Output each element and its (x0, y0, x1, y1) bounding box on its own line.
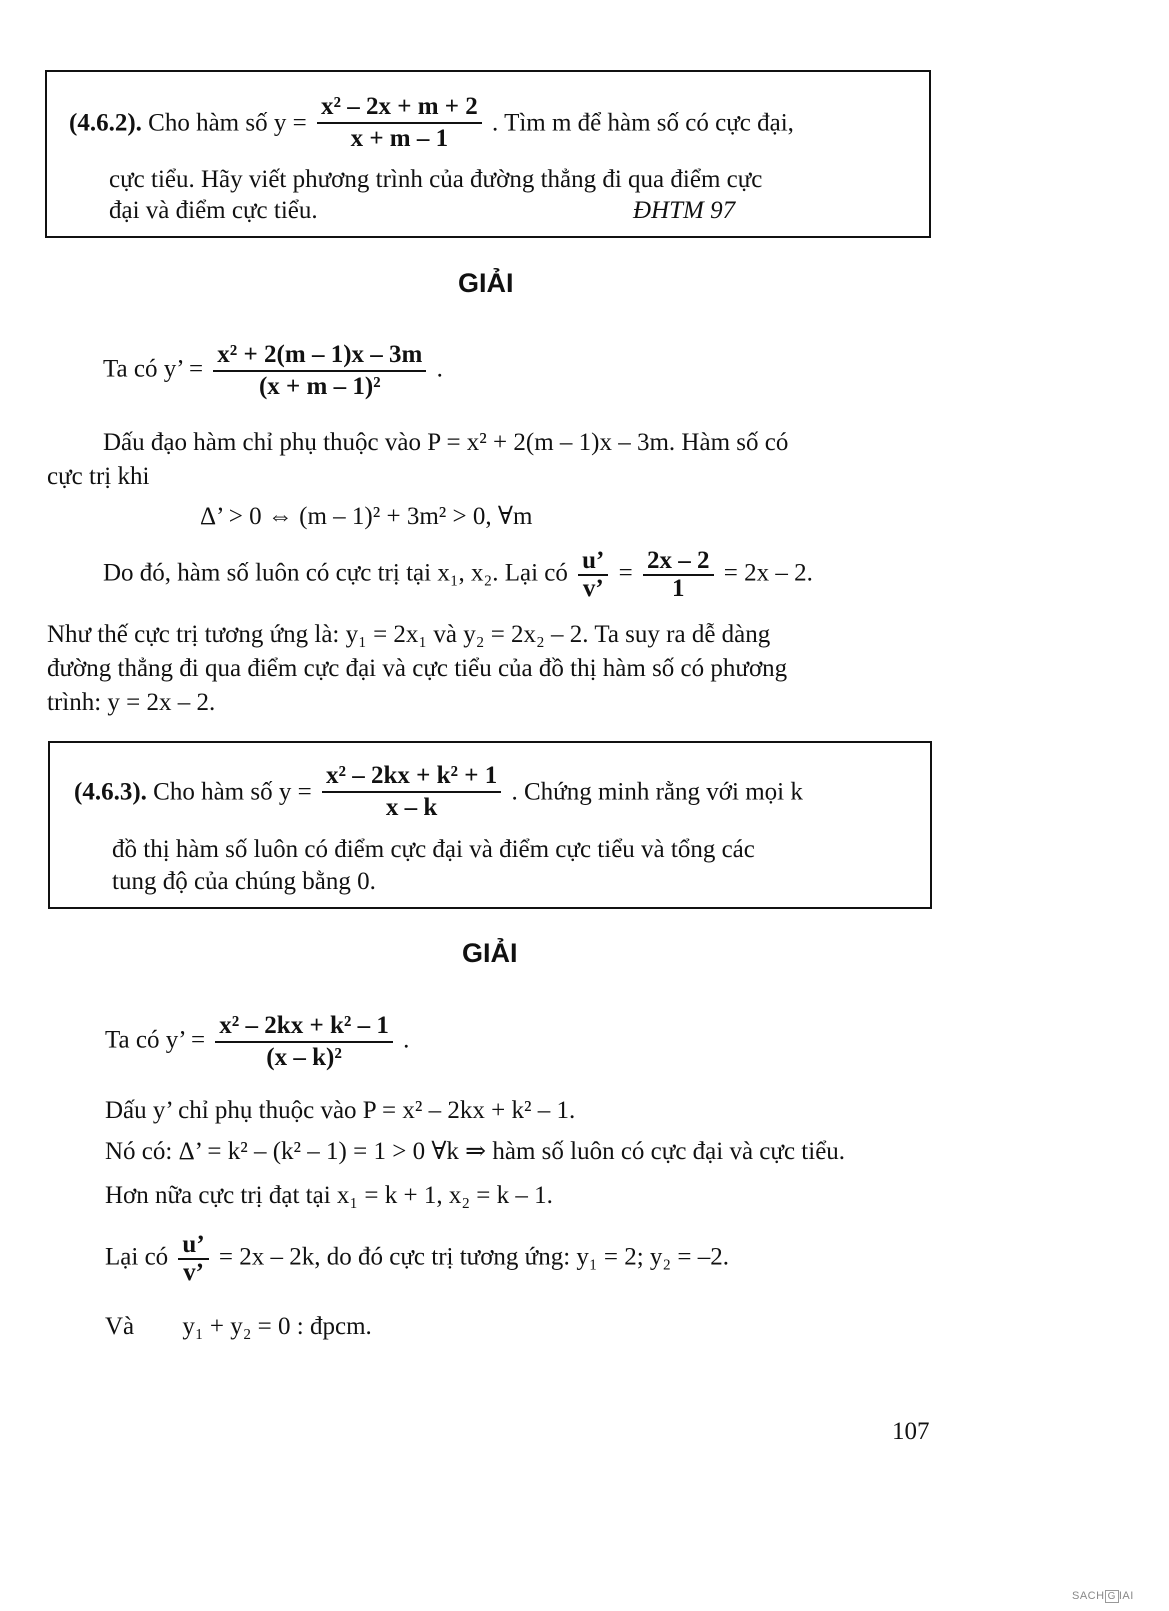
solution2-line-conclusion (105, 1312, 372, 1342)
fraction-numerator: x² – 2x + m + 2 (317, 92, 482, 124)
derivative-label: Ta có y’ = (105, 1026, 206, 1054)
conclusion-text: y₁ + y₂ = 0 : đpcm. (182, 1313, 372, 1340)
solution2-line-sign: Dấu y’ chỉ phụ thuộc vào P = x² – 2kx + k² – 1. (105, 1097, 576, 1124)
solution2-derivative (105, 1011, 409, 1073)
page-number: 107 (892, 1418, 930, 1445)
solution2-line-extrema-points: Hơn nữa cực trị đạt tại x₁ = k + 1, x₂ = k – 1. (105, 1182, 553, 1209)
problem-statement-line-2: cực tiểu. Hãy viết phương trình của đường thẳng đi qua điểm cực (109, 166, 763, 193)
derivative-numerator: x² – 2kx + k² – 1 (215, 1011, 393, 1043)
solution1-line-equation: trình: y = 2x – 2. (47, 689, 216, 716)
problem-intro: Cho hàm số y = (148, 109, 307, 137)
function-fraction (322, 761, 501, 823)
problem-statement-line-2: đồ thị hàm số luôn có điểm cực đại và điểm cực tiểu và tổng các (112, 836, 755, 863)
solution1-line-sign: Dấu đạo hàm chỉ phụ thuộc vào P = x² + 2(m – 1)x – 3m. Hàm số có (103, 429, 789, 456)
fraction-denominator: x – k (385, 794, 438, 821)
solution1-derivative (103, 340, 443, 402)
ratio-result: = 2x – 2. (723, 559, 813, 587)
uv-fraction (578, 548, 608, 602)
problem-source: ĐHTM 97 (633, 197, 736, 224)
derivative-fraction (215, 1011, 393, 1073)
watermark-logo (1072, 1590, 1134, 1603)
problem-statement-line-1 (74, 763, 803, 825)
period: . (403, 1026, 410, 1054)
derivative-denominator: (x + m – 1)² (258, 373, 381, 400)
problem-number: (4.6.3). (74, 778, 147, 806)
derivative-fraction (213, 340, 426, 402)
problem-statement-line-3: đại và điểm cực tiểu. (109, 197, 318, 224)
solution1-line-ratio (103, 548, 813, 602)
ratio-intro: Lại có (105, 1243, 169, 1271)
solution1-line-discriminant: Δ’ > 0 ⇔ (m – 1)² + 3m² > 0, ∀m (200, 503, 533, 530)
problem-statement-line-3: tung độ của chúng bằng 0. (112, 868, 376, 895)
watermark-right: IAI (1118, 1590, 1134, 1602)
function-fraction (317, 92, 482, 154)
ratio-numerator: 2x – 2 (643, 548, 714, 576)
solution-heading-2: GIẢI (462, 938, 518, 968)
problem-text-after: . Chứng minh rằng với mọi k (511, 778, 803, 806)
solution1-line-extrema-values: Như thế cực trị tương ứng là: y₁ = 2x₁ và y₂ = 2x₂ – 2. Ta suy ra dễ dàng (47, 621, 771, 648)
fraction-denominator: x + m – 1 (350, 125, 449, 152)
ratio-denominator: 1 (672, 575, 685, 602)
problem-statement-line-1 (69, 94, 794, 156)
conclusion-label: Và (105, 1313, 135, 1340)
derivative-label: Ta có y’ = (103, 355, 204, 383)
problem-intro: Cho hàm số y = (153, 778, 312, 806)
solution-heading-1: GIẢI (458, 268, 514, 298)
solution2-line-ratio (105, 1232, 729, 1286)
problem-box-4-6-2 (45, 70, 931, 238)
derivative-denominator: (x – k)² (266, 1044, 342, 1071)
uv-fraction (178, 1232, 208, 1286)
derivative-numerator: x² + 2(m – 1)x – 3m (213, 340, 426, 372)
ratio-intro: Do đó, hàm số luôn có cực trị tại x₁, x₂. Lại có (103, 559, 568, 587)
v-prime: v’ (183, 1259, 204, 1286)
equals-sign: = (618, 559, 633, 587)
problem-text-after: . Tìm m để hàm số có cực đại, (492, 109, 794, 137)
watermark-left: SACH (1072, 1590, 1105, 1602)
watermark-box: G (1105, 1590, 1119, 1603)
ratio-result: = 2x – 2k, do đó cực trị tương ứng: y₁ = 2; y₂ = –2. (218, 1243, 730, 1271)
period: . (436, 355, 443, 383)
solution1-line-line-through: đường thẳng đi qua điểm cực đại và cực tiểu của đồ thị hàm số có phương (47, 655, 788, 682)
problem-box-4-6-3 (48, 741, 932, 909)
v-prime: v’ (582, 575, 604, 602)
problem-number: (4.6.2). (69, 109, 142, 137)
solution1-line-extrema-condition: cực trị khi (47, 463, 150, 490)
fraction-numerator: x² – 2kx + k² + 1 (322, 761, 501, 793)
u-prime: u’ (178, 1232, 208, 1260)
ratio-fraction (643, 548, 714, 602)
solution2-line-discriminant: Nó có: Δ’ = k² – (k² – 1) = 1 > 0 ∀k ⇒ hàm số luôn có cực đại và cực tiểu. (105, 1138, 846, 1165)
u-prime: u’ (578, 548, 608, 576)
